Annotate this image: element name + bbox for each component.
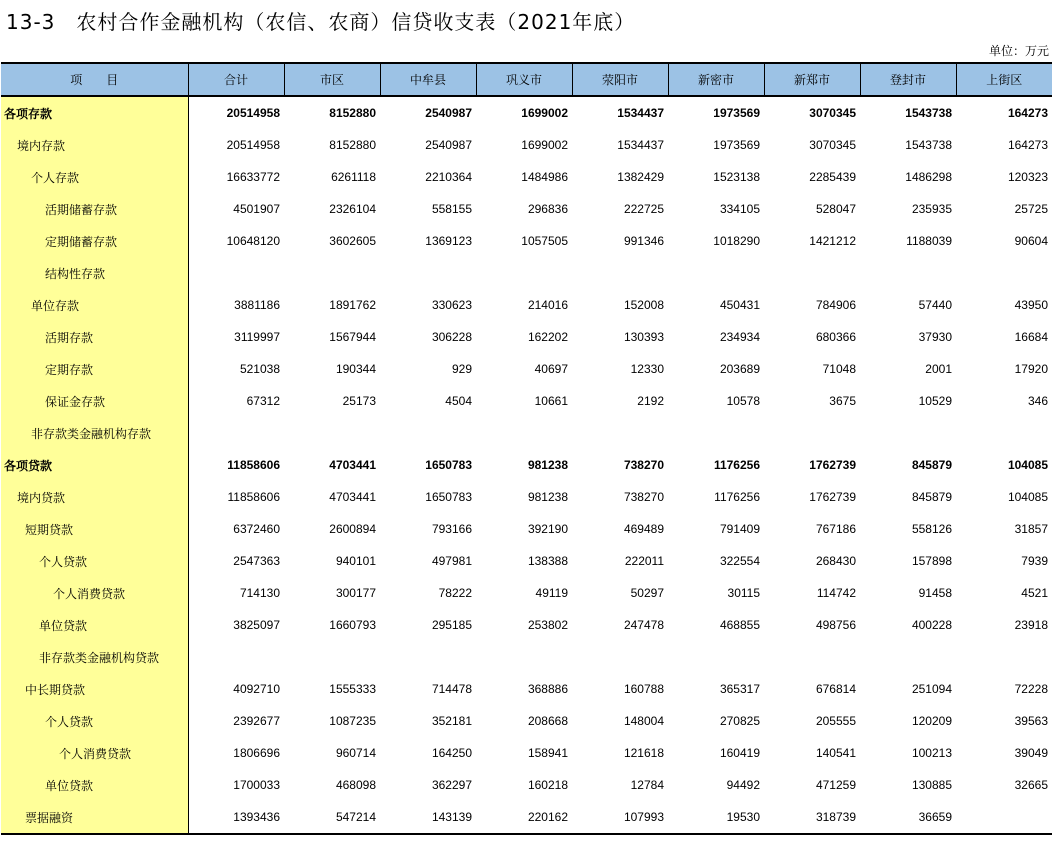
table-cell: 296836 (527, 202, 568, 216)
row-label: 活期储蓄存款 (1, 193, 188, 225)
column-header-gongyi: 巩义市 (476, 63, 572, 96)
row-label: 定期存款 (1, 353, 188, 385)
table-row (1, 801, 1052, 834)
table-cell: 39563 (1014, 714, 1048, 728)
table-cell: 235935 (911, 202, 952, 216)
table-cell (668, 641, 764, 673)
table-cell (764, 257, 860, 289)
table-cell: 1176256 (714, 490, 760, 504)
table-cell: 130885 (911, 778, 952, 792)
table-cell: 3119997 (234, 330, 280, 344)
table-cell: 208668 (527, 714, 568, 728)
table-cell: 160419 (719, 746, 760, 760)
row-label: 非存款类金融机构存款 (1, 417, 188, 449)
table-row (1, 193, 1052, 225)
table-cell: 676814 (815, 682, 856, 696)
table-cell: 12330 (630, 362, 664, 376)
column-header-xinmi: 新密市 (668, 63, 764, 96)
table-cell: 164273 (1007, 106, 1048, 120)
table-row (1, 673, 1052, 705)
table-cell: 104085 (1007, 458, 1048, 472)
table-cell: 365317 (719, 682, 760, 696)
table-cell: 222011 (624, 554, 664, 568)
table-cell: 468855 (719, 618, 760, 632)
credit-table (1, 62, 1052, 835)
table-cell: 8152880 (329, 138, 376, 152)
table-cell: 784906 (815, 298, 856, 312)
table-cell: 1534437 (617, 106, 664, 120)
table-cell: 468098 (335, 778, 376, 792)
table-cell: 450431 (719, 298, 760, 312)
table-cell: 130393 (623, 330, 664, 344)
table-cell: 6372460 (233, 522, 280, 536)
table-cell: 318739 (764, 801, 860, 834)
table-cell: 3602605 (329, 234, 376, 248)
table-cell: 3070345 (809, 106, 856, 120)
table-row (1, 289, 1052, 321)
table-cell: 1699002 (521, 138, 568, 152)
row-label: 单位贷款 (1, 769, 188, 801)
table-cell: 164273 (1007, 138, 1048, 152)
row-label: 单位存款 (1, 289, 188, 321)
table-cell: 40697 (534, 362, 568, 376)
table-cell: 1543738 (905, 138, 952, 152)
table-cell: 400228 (911, 618, 952, 632)
row-label: 短期贷款 (1, 513, 188, 545)
table-cell: 120209 (911, 714, 952, 728)
table-cell (380, 257, 476, 289)
table-cell: 251094 (911, 682, 952, 696)
table-cell: 991346 (623, 234, 664, 248)
table-cell: 104085 (1007, 490, 1048, 504)
table-cell: 158941 (527, 746, 568, 760)
table-row (1, 481, 1052, 513)
table-cell (380, 417, 476, 449)
unit-label: 单位：万元 (988, 44, 1049, 58)
row-label: 个人消费贷款 (1, 577, 188, 609)
column-header-item: 项 目 (1, 63, 188, 96)
table-cell: 1369123 (425, 234, 472, 248)
table-cell: 2547363 (233, 554, 280, 568)
table-row (1, 129, 1052, 161)
table-cell (956, 641, 1052, 673)
table-row (1, 545, 1052, 577)
table-cell: 25725 (1014, 202, 1048, 216)
table-row (1, 353, 1052, 385)
table-cell: 16684 (1014, 330, 1048, 344)
table-cell (188, 417, 284, 449)
table-cell: 36659 (860, 801, 956, 834)
table-cell: 16633772 (226, 170, 280, 184)
table-cell: 498756 (815, 618, 856, 632)
table-cell: 214016 (527, 298, 568, 312)
row-label: 中长期贷款 (1, 673, 188, 705)
table-row (1, 737, 1052, 769)
table-row (1, 225, 1052, 257)
table-cell: 1393436 (188, 801, 284, 834)
table-cell: 1057505 (521, 234, 568, 248)
header-row (1, 63, 1052, 96)
table-cell: 152008 (623, 298, 664, 312)
table-row (1, 513, 1052, 545)
table-cell: 3881186 (234, 298, 280, 312)
table-cell: 497981 (431, 554, 472, 568)
table-cell: 12784 (630, 778, 664, 792)
table-cell (188, 641, 284, 673)
table-cell: 72228 (1014, 682, 1048, 696)
table-cell: 306228 (431, 330, 472, 344)
column-header-city-district: 市区 (284, 63, 380, 96)
table-cell: 94492 (726, 778, 760, 792)
table-cell (860, 641, 956, 673)
table-cell: 1421212 (809, 234, 856, 248)
table-cell: 10648120 (226, 234, 280, 248)
row-label: 非存款类金融机构贷款 (1, 641, 188, 673)
table-cell: 1567944 (329, 330, 376, 344)
row-label: 保证金存款 (1, 385, 188, 417)
table-cell: 330623 (431, 298, 472, 312)
table-cell: 107993 (572, 801, 668, 834)
table-cell (668, 257, 764, 289)
table-cell: 268430 (815, 554, 856, 568)
table-row (1, 577, 1052, 609)
table-cell: 10578 (726, 394, 760, 408)
table-cell: 1762739 (809, 490, 856, 504)
table-cell: 471259 (815, 778, 856, 792)
table-cell: 981238 (527, 458, 568, 472)
table-cell (572, 257, 668, 289)
table-cell: 31857 (1014, 522, 1048, 536)
table-cell: 37930 (918, 330, 952, 344)
table-cell (380, 641, 476, 673)
table-cell: 220162 (476, 801, 572, 834)
table-cell: 57440 (918, 298, 952, 312)
table-cell (476, 641, 572, 673)
table-cell (284, 417, 380, 449)
table-cell: 3070345 (809, 138, 856, 152)
table-cell: 160788 (623, 682, 664, 696)
row-label: 结构性存款 (1, 257, 188, 289)
table-cell: 2540987 (425, 138, 472, 152)
table-cell: 1973569 (713, 106, 760, 120)
table-cell: 20514958 (226, 138, 280, 152)
table-cell: 11858606 (227, 490, 280, 504)
table-cell: 558126 (911, 522, 952, 536)
table-cell: 346 (1027, 394, 1048, 408)
table-cell: 8152880 (329, 106, 376, 120)
table-cell: 300177 (335, 586, 376, 600)
table-cell: 1650783 (425, 490, 472, 504)
column-header-dengfeng: 登封市 (860, 63, 956, 96)
table-cell: 738270 (623, 490, 664, 504)
table-cell: 4501907 (233, 202, 280, 216)
table-cell: 247478 (623, 618, 664, 632)
table-cell: 2540987 (425, 106, 472, 120)
table-cell: 160218 (527, 778, 568, 792)
column-header-total: 合计 (188, 63, 284, 96)
table-cell: 1806696 (233, 746, 280, 760)
table-cell: 1018290 (713, 234, 760, 248)
table-cell: 10661 (534, 394, 568, 408)
table-cell: 4521 (1021, 586, 1048, 600)
column-header-zhongmu: 中牟县 (380, 63, 476, 96)
table-cell: 2326104 (329, 202, 376, 216)
table-cell: 2210364 (425, 170, 472, 184)
table-cell: 3675 (829, 394, 856, 408)
table-cell (956, 257, 1052, 289)
row-label: 单位贷款 (1, 609, 188, 641)
table-cell: 30115 (727, 586, 760, 600)
table-cell: 49119 (535, 586, 568, 600)
table-cell: 148004 (623, 714, 664, 728)
table-cell (476, 257, 572, 289)
table-cell: 3825097 (233, 618, 280, 632)
table-cell: 100213 (911, 746, 952, 760)
table-cell (956, 801, 1052, 834)
table-cell: 138388 (527, 554, 568, 568)
table-cell: 528047 (815, 202, 856, 216)
table-cell: 322554 (719, 554, 760, 568)
table-cell: 714130 (239, 586, 280, 600)
table-cell: 1660793 (329, 618, 376, 632)
table-cell: 203689 (719, 362, 760, 376)
table-cell: 793166 (431, 522, 472, 536)
table-cell: 791409 (719, 522, 760, 536)
table-cell (476, 417, 572, 449)
table-cell: 32665 (1014, 778, 1048, 792)
table-row (1, 705, 1052, 737)
table-cell: 67312 (246, 394, 280, 408)
table-cell: 162202 (527, 330, 568, 344)
table-cell: 714478 (431, 682, 472, 696)
row-label: 境内贷款 (1, 481, 188, 513)
table-cell (188, 257, 284, 289)
table-cell: 121618 (623, 746, 664, 760)
table-cell (572, 417, 668, 449)
row-label: 各项存款 (1, 96, 188, 129)
table-cell: 164250 (431, 746, 472, 760)
table-cell: 929 (451, 362, 472, 376)
table-cell: 1484986 (521, 170, 568, 184)
table-cell: 11858606 (227, 458, 280, 472)
column-header-xinzheng: 新郑市 (764, 63, 860, 96)
table-cell: 2001 (925, 362, 952, 376)
table-cell: 4703441 (329, 458, 376, 472)
table-cell: 4504 (445, 394, 472, 408)
table-cell: 114742 (816, 586, 856, 600)
table-cell: 1523138 (713, 170, 760, 184)
table-cell: 1534437 (617, 138, 664, 152)
table-cell: 738270 (623, 458, 664, 472)
table-cell (284, 641, 380, 673)
column-header-xingyang: 荥阳市 (572, 63, 668, 96)
table-cell: 845879 (911, 458, 952, 472)
table-cell: 1188039 (906, 234, 952, 248)
row-label: 个人存款 (1, 161, 188, 193)
row-label: 各项贷款 (1, 449, 188, 481)
table-cell: 4092710 (233, 682, 280, 696)
table-cell: 25173 (342, 394, 376, 408)
table-cell: 362297 (431, 778, 472, 792)
table-cell: 1650783 (425, 458, 472, 472)
table-cell: 1700033 (233, 778, 280, 792)
table-cell (668, 417, 764, 449)
column-header-shangjie: 上街区 (956, 63, 1052, 96)
table-cell: 1973569 (713, 138, 760, 152)
table-cell: 392190 (527, 522, 568, 536)
table-cell (764, 417, 860, 449)
table-cell: 143139 (380, 801, 476, 834)
table-cell: 845879 (911, 490, 952, 504)
table-cell: 17920 (1014, 362, 1048, 376)
table-cell: 767186 (815, 522, 856, 536)
table-cell: 960714 (335, 746, 376, 760)
row-label: 票据融资 (1, 801, 188, 834)
table-cell: 91458 (918, 586, 952, 600)
page-title: 13-3 农村合作金融机构（农信、农商）信贷收支表（2021年底） (6, 10, 636, 34)
table-cell: 234934 (719, 330, 760, 344)
table-cell (860, 257, 956, 289)
table-row (1, 641, 1052, 673)
table-cell: 1486298 (905, 170, 952, 184)
table-cell (956, 417, 1052, 449)
table-cell: 157898 (911, 554, 952, 568)
table-cell: 10529 (918, 394, 952, 408)
table-cell (284, 257, 380, 289)
table-row (1, 257, 1052, 289)
table-cell: 6261118 (331, 170, 376, 184)
table-cell: 7939 (1021, 554, 1048, 568)
table-cell: 140541 (815, 746, 856, 760)
table-row (1, 449, 1052, 481)
table-cell: 270825 (719, 714, 760, 728)
table-cell: 4703441 (329, 490, 376, 504)
table-cell: 23918 (1014, 618, 1048, 632)
table-cell: 78222 (438, 586, 472, 600)
row-label: 定期储蓄存款 (1, 225, 188, 257)
row-label: 活期存款 (1, 321, 188, 353)
table-cell: 521038 (239, 362, 280, 376)
table-cell: 71048 (822, 362, 856, 376)
table-row (1, 769, 1052, 801)
table-cell: 205555 (815, 714, 856, 728)
table-cell: 469489 (623, 522, 664, 536)
table-cell: 90604 (1014, 234, 1048, 248)
table-cell: 222725 (623, 202, 664, 216)
table-cell (572, 641, 668, 673)
table-cell: 2600894 (329, 522, 376, 536)
table-cell: 352181 (431, 714, 472, 728)
table-cell: 43950 (1014, 298, 1048, 312)
table-cell: 2192 (637, 394, 664, 408)
table-cell: 2285439 (809, 170, 856, 184)
table-cell: 20514958 (226, 106, 280, 120)
table-cell: 1176256 (713, 458, 760, 472)
table-cell: 547214 (284, 801, 380, 834)
table-cell: 120323 (1007, 170, 1048, 184)
table-cell: 680366 (815, 330, 856, 344)
table-cell: 1699002 (521, 106, 568, 120)
row-label: 个人贷款 (1, 705, 188, 737)
table-cell: 1382429 (617, 170, 664, 184)
table-cell: 253802 (527, 618, 568, 632)
table-cell: 1087235 (329, 714, 376, 728)
table-cell (764, 641, 860, 673)
table-row (1, 96, 1052, 129)
table-row (1, 385, 1052, 417)
table-cell: 19530 (668, 801, 764, 834)
table-cell: 295185 (431, 618, 472, 632)
table-cell: 190344 (335, 362, 376, 376)
table-cell (860, 417, 956, 449)
row-label: 境内存款 (1, 129, 188, 161)
row-label: 个人消费贷款 (1, 737, 188, 769)
table-cell: 1762739 (809, 458, 856, 472)
table-cell: 1891762 (329, 298, 376, 312)
table-cell: 981238 (527, 490, 568, 504)
table-cell: 1543738 (905, 106, 952, 120)
row-label: 个人贷款 (1, 545, 188, 577)
table-cell: 2392677 (233, 714, 280, 728)
table-cell: 50297 (630, 586, 664, 600)
table-row (1, 417, 1052, 449)
table-cell: 940101 (335, 554, 376, 568)
table-cell: 558155 (431, 202, 472, 216)
table-cell: 39049 (1014, 746, 1048, 760)
table-cell: 334105 (719, 202, 760, 216)
table-row (1, 161, 1052, 193)
table-row (1, 321, 1052, 353)
table-cell: 1555333 (329, 682, 376, 696)
table-row (1, 609, 1052, 641)
table-cell: 368886 (527, 682, 568, 696)
